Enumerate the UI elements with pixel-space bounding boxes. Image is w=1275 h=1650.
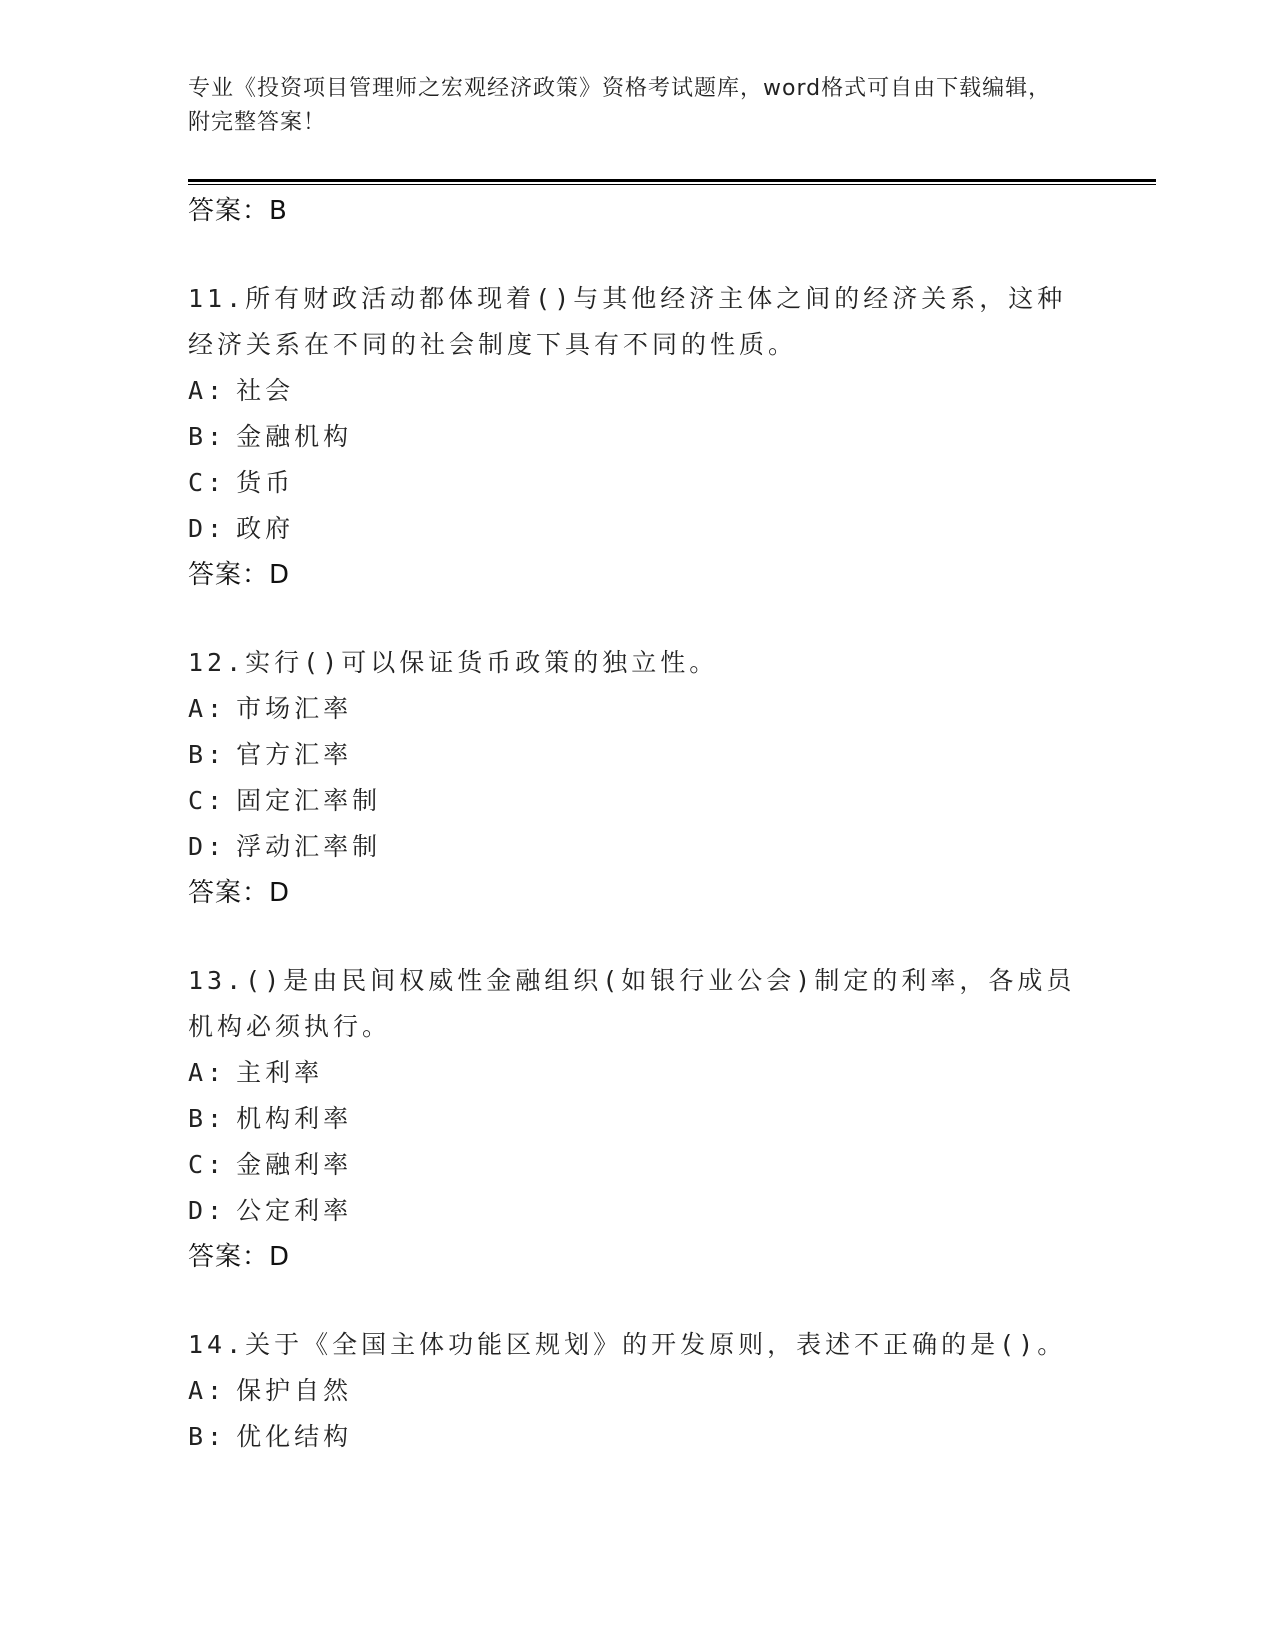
- option-b: [188, 732, 1088, 778]
- option-text: 优化结构: [236, 1422, 353, 1451]
- option-text: 主利率: [236, 1058, 324, 1087]
- previous-answer: [188, 188, 1088, 234]
- option-key: A:: [188, 1058, 227, 1087]
- question-block: [188, 276, 1088, 598]
- option-key: C:: [188, 1150, 227, 1179]
- question-text: 11.所有财政活动都体现着()与其他经济主体之间的经济关系，这种经济关系在不同的社会制度下具有不同的性质。: [188, 284, 1067, 359]
- question-text: 13.()是由民间权威性金融组织(如银行业公会)制定的利率，各成员机构必须执行。: [188, 966, 1076, 1041]
- option-key: B:: [188, 740, 227, 769]
- option-key: D:: [188, 832, 227, 861]
- option-text: 市场汇率: [236, 694, 353, 723]
- option-key: D:: [188, 1196, 227, 1225]
- option-key: A:: [188, 376, 227, 405]
- option-b: [188, 414, 1088, 460]
- option-text: 社会: [236, 376, 295, 405]
- option-key: C:: [188, 468, 227, 497]
- option-d: [188, 1188, 1088, 1234]
- question-answer: [188, 552, 1088, 598]
- option-key: B:: [188, 422, 227, 451]
- answer-label: 答案：: [188, 560, 270, 590]
- answer-value: D: [269, 878, 290, 908]
- question-text: 14.关于《全国主体功能区规划》的开发原则，表述不正确的是()。: [188, 1330, 1067, 1359]
- option-key: B:: [188, 1422, 227, 1451]
- option-d: [188, 824, 1088, 870]
- option-text: 机构利率: [236, 1104, 353, 1133]
- header-divider-thick: [188, 179, 1156, 182]
- document-header: 专业《投资项目管理师之宏观经济政策》资格考试题库，word格式可自由下载编辑，附完整答案！: [188, 76, 1052, 135]
- option-key: B:: [188, 1104, 227, 1133]
- option-b: [188, 1414, 1088, 1460]
- question-block: [188, 640, 1088, 916]
- option-text: 货币: [236, 468, 295, 497]
- question-list: [188, 188, 1088, 1460]
- question-block: [188, 1322, 1088, 1460]
- question-answer: [188, 1234, 1088, 1280]
- option-key: A:: [188, 694, 227, 723]
- option-text: 金融利率: [236, 1150, 353, 1179]
- option-d: [188, 506, 1088, 552]
- option-text: 固定汇率制: [236, 786, 382, 815]
- question-answer: [188, 870, 1088, 916]
- option-text: 官方汇率: [236, 740, 353, 769]
- answer-value: B: [269, 196, 287, 226]
- option-text: 政府: [236, 514, 295, 543]
- answer-value: D: [269, 560, 290, 590]
- header-divider-thin: [188, 184, 1156, 185]
- answer-value: D: [269, 1242, 290, 1272]
- option-a: [188, 1368, 1088, 1414]
- option-c: [188, 460, 1088, 506]
- option-a: [188, 1050, 1088, 1096]
- option-key: C:: [188, 786, 227, 815]
- option-c: [188, 778, 1088, 824]
- answer-label: 答案：: [188, 878, 270, 908]
- option-a: [188, 368, 1088, 414]
- option-key: D:: [188, 514, 227, 543]
- option-key: A:: [188, 1376, 227, 1405]
- question-text: 12.实行()可以保证货币政策的独立性。: [188, 648, 719, 677]
- option-text: 浮动汇率制: [236, 832, 382, 861]
- question-block: [188, 958, 1088, 1280]
- option-b: [188, 1096, 1088, 1142]
- option-text: 公定利率: [236, 1196, 353, 1225]
- answer-label: 答案：: [188, 1242, 270, 1272]
- option-text: 金融机构: [236, 422, 353, 451]
- answer-label: 答案：: [188, 196, 270, 226]
- option-text: 保护自然: [236, 1376, 353, 1405]
- option-a: [188, 686, 1088, 732]
- option-c: [188, 1142, 1088, 1188]
